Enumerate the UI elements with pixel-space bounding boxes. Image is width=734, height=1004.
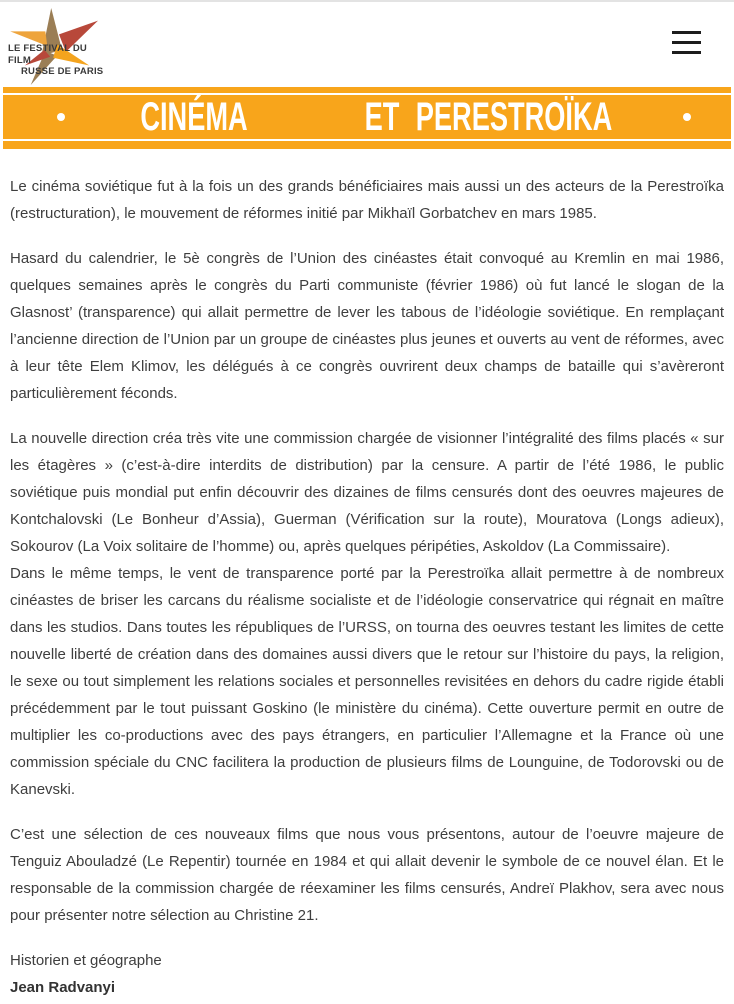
article-paragraph: Le cinéma soviétique fut à la fois un des grands bénéficiaires mais aussi un des acteurs de la Perestroïka (restructuration), le mouvement de réformes initié par Mikhaïl Gorbatchev en mars 1985.: [10, 178, 724, 222]
article-paragraph: C’est une sélection de ces nouveaux films que nous vous présentons, autour de l’oeuvre majeure de Tenguiz Abouladzé (Le Repentir) tournée en 1984 et qui allait devenir le symbole de ce nouvel élan. Et le responsable de la commission chargée de réexaminer les films censurés, Andreï Plakhov, sera avec nous pour présenter notre sélection au Christine 21.: [10, 826, 724, 924]
author-role: Historien et géographe: [10, 952, 162, 969]
page-title-banner: [3, 87, 731, 149]
article-paragraph: Hasard du calendrier, le 5è congrès de l’Union des cinéastes était convoqué au Kremlin en mai 1986, quelques semaines après le congrès du Parti communiste (février 1986) où fut lancé le slogan de la Glasnost’ (transparence) qui allait permettre de lever les tabous de l’idéologie soviétique. En remplaçant l’ancienne direction de l’Union par un groupe de cinéastes plus jeunes et ouverts au vent de réformes, avec à leur tête Elem Klimov, les délégués à ce congrès ouvrirent deux champs de bataille qui s’avèreront particulièrement féconds.: [10, 250, 724, 402]
banner-bottom-strip: [3, 141, 731, 149]
hamburger-bar: [672, 31, 701, 34]
page-title-word-2: ET: [364, 95, 400, 139]
logo-line-1: LE FESTIVAL DU FILM: [8, 43, 87, 66]
dot-separator-icon: [57, 113, 65, 121]
article-paragraph: Dans le même temps, le vent de transparence porté par la Perestroïka allait permettre à de nombreux cinéastes de briser les carcans du réalisme socialiste et de l’idéologie conservatrice qui régnait en maître dans les studios. Dans toutes les républiques de l’URSS, on tourna des oeuvres testant les limites de cette nouvelle liberté de création dans des domaines aussi divers que le retour sur l’histoire du pays, la religion, le sexe ou tout simplement les relations sociales et personnelles revisitées en dehors du cadre rigide établi précédemment par le tout puissant Goskino (le ministère du cinéma). Cette ouverture permit en outre de multiplier les co-productions avec des pays étrangers, en particulier l’Allemagne et la France où une commission spéciale du CNC facilitera la production de plusieurs films de Lounguine, de Todorovski ou de Kanevski.: [10, 565, 724, 798]
site-header: [0, 2, 734, 87]
page-title-word-1: CINÉMA: [140, 95, 248, 139]
hamburger-bar: [672, 41, 701, 44]
logo-line-2: RUSSE DE PARIS: [21, 66, 104, 77]
article-paragraph: La nouvelle direction créa très vite une commission chargée de visionner l’intégralité des films placés « sur les étagères » (c’est-à-dire interdits de distribution) par la censure. A partir de l’été 1986, le public soviétique puis mondial put enfin découvrir des dizaines de films censurés dont des oeuvres majeures de Kontchalovski (Le Bonheur d’Assia), Guerman (Vérification sur la route), Mouratova (Longs adieux), Sokourov (La Voix solitaire de l’homme) ou, après quelques péripéties, Askoldov (La Commissaire).: [10, 430, 724, 555]
hamburger-bar: [672, 51, 701, 54]
article-body: [0, 149, 734, 1001]
festival-logo[interactable]: [8, 7, 110, 87]
page-title-word-3: PERESTROÏKA: [415, 95, 613, 139]
banner-title-band: [3, 95, 731, 139]
author-signature: [10, 947, 724, 1001]
author-name: Jean Radvanyi: [10, 979, 116, 996]
hamburger-menu-icon[interactable]: [672, 31, 701, 54]
logo-wordmark: [8, 43, 110, 78]
dot-separator-icon: [683, 113, 691, 121]
